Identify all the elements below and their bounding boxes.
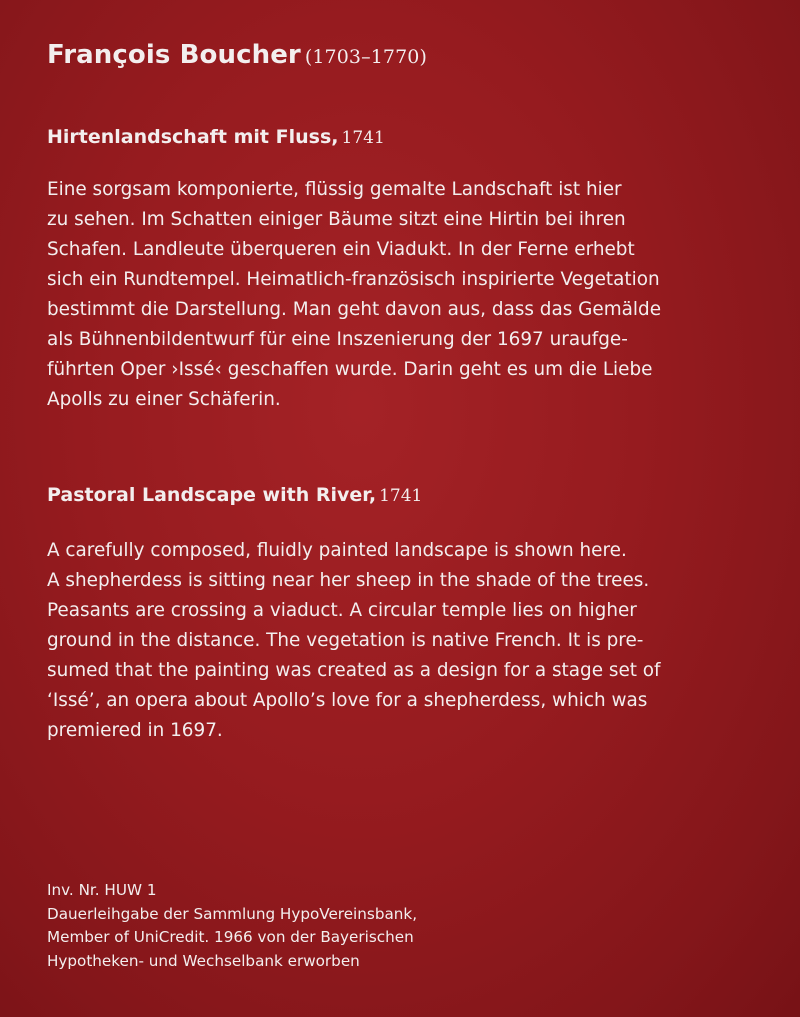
english-line: sumed that the painting was created as a design for a stage set of bbox=[47, 660, 661, 681]
inventory-line: Member of UniCredit. 1966 von der Bayerischen bbox=[47, 928, 414, 946]
artist-dates: (1703–1770) bbox=[304, 46, 427, 68]
english-line: Peasants are crossing a viaduct. A circular temple lies on higher bbox=[47, 600, 637, 621]
inventory-line: Dauerleihgabe der Sammlung HypoVereinsbank, bbox=[47, 904, 418, 923]
english-line: premiered in 1697. bbox=[47, 720, 223, 741]
artist-heading bbox=[47, 40, 427, 70]
german-line: führten Oper ›Issé‹ geschaffen wurde. Darin geht es um die Liebe bbox=[47, 359, 653, 380]
german-line: als Bühnenbildentwurf für eine Inszenierung der 1697 uraufge- bbox=[47, 329, 628, 350]
english-title-text: Pastoral Landscape with River, bbox=[47, 484, 377, 506]
german-line: Eine sorgsam komponierte, flüssig gemalte Landschaft ist hier bbox=[47, 179, 622, 200]
english-title-year: 1741 bbox=[379, 486, 423, 506]
german-line: sich ein Rundtempel. Heimatlich-französisch inspirierte Vegetation bbox=[47, 269, 660, 290]
english-line: A shepherdess is sitting near her sheep in the shade of the trees. bbox=[47, 570, 650, 591]
german-title bbox=[47, 126, 385, 148]
inventory-line: Hypotheken- und Wechselbank erworben bbox=[47, 951, 360, 970]
german-title-year: 1741 bbox=[341, 128, 385, 148]
german-description bbox=[47, 175, 661, 415]
german-line: Apolls zu einer Schäferin. bbox=[47, 389, 281, 410]
german-line: Schafen. Landleute überqueren ein Viadukt. In der Ferne erhebt bbox=[47, 239, 635, 260]
inventory-note bbox=[47, 879, 417, 973]
artist-name: François Boucher bbox=[47, 40, 301, 70]
inventory-line: Inv. Nr. HUW 1 bbox=[47, 881, 157, 899]
english-line: ground in the distance. The vegetation is native French. It is pre- bbox=[47, 630, 644, 651]
german-line: zu sehen. Im Schatten einiger Bäume sitzt eine Hirtin bei ihren bbox=[47, 209, 626, 230]
english-line: ‘Issé’, an opera about Apollo’s love for a shepherdess, which was bbox=[47, 690, 648, 711]
german-title-text: Hirtenlandschaft mit Fluss, bbox=[47, 126, 339, 148]
english-title bbox=[47, 484, 422, 506]
english-description bbox=[47, 536, 661, 746]
german-line: bestimmt die Darstellung. Man geht davon aus, dass das Gemälde bbox=[47, 299, 662, 320]
english-line: A carefully composed, fluidly painted landscape is shown here. bbox=[47, 540, 627, 561]
